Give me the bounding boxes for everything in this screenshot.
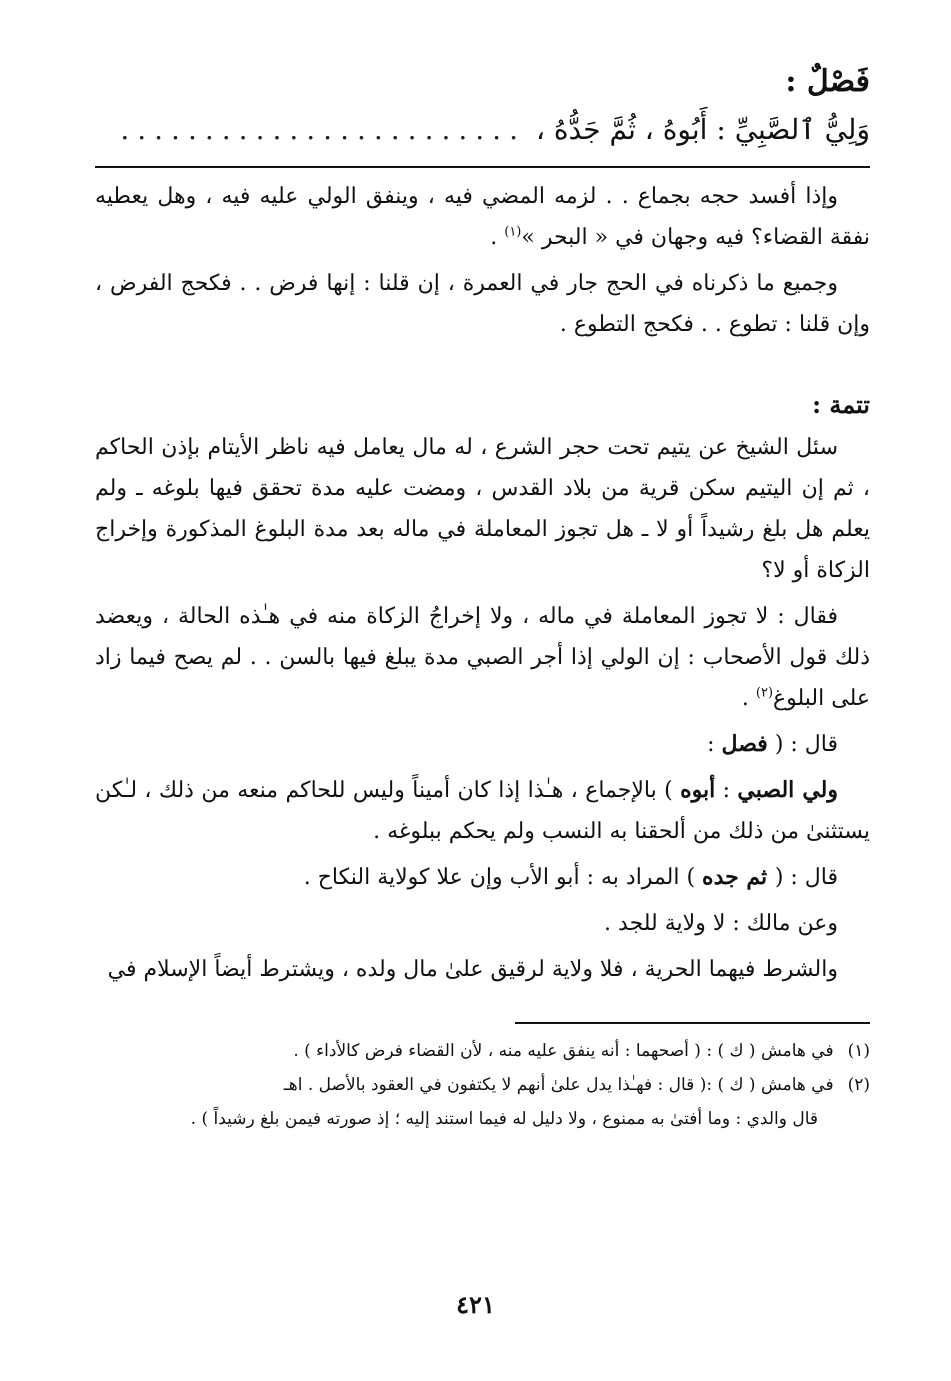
- footnote-ref-2[interactable]: (٢): [755, 685, 774, 701]
- paragraph-4-text: فقال : لا تجوز المعاملة في ماله ، ولا إخراجُ الزكاة منه في هـٰذه الحالة ، ويعضد ذلك قول الأصحاب : إن الولي إذا أجر الصبي مدة يبلغ فيها بالسن . . لم يصح فيما زاد على البلوغ: [95, 604, 870, 711]
- paragraph-3: سئل الشيخ عن يتيم تحت حجر الشرع ، له مال يعامل فيه ناظر الأيتام بإذن الحاكم ، ثم إن اليتيم سكن قرية من بلاد القدس ، ومضت عليه مدة تحقق فيها بلوغه ـ ولم يعلم هل بلغ رشيداً أو لا ـ هل تجوز المعاملة في ماله بعد مدة البلوغ المذكورة وإخراج الزكاة أو لا؟: [95, 435, 870, 583]
- footnote-2-number: (٢): [847, 1075, 870, 1095]
- footnote-2-continuation: قال والدي : وما أفتىٰ به ممنوع ، ولا دليل له فيما استند إليه ؛ إذ صورته فيمن بلغ رشيداً ) .: [190, 1109, 818, 1129]
- matn-heading: فَصْلٌ :: [785, 64, 870, 99]
- top-divider: [95, 166, 870, 168]
- paragraph-5: [95, 724, 870, 765]
- paragraph-5-text: قال : (: [774, 732, 838, 757]
- paragraph-6-sep: :: [715, 778, 738, 803]
- paragraph-6-bold-1: ولي الصبي: [737, 777, 838, 803]
- paragraph-6-bold-2: أبوه: [680, 777, 716, 803]
- page-content: [95, 60, 870, 1136]
- page-number: ٤٢١: [456, 1290, 495, 1319]
- paragraph-7-bold: ثم جده: [702, 864, 775, 890]
- paragraph-5-bold: فصل: [721, 731, 768, 757]
- footnote-divider: [515, 1022, 870, 1024]
- paragraph-1: [95, 176, 870, 258]
- matn-dots: ........................: [120, 113, 526, 146]
- paragraph-2: وجميع ما ذكرناه في الحج جار في العمرة ، إن قلنا : إنها فرض . . فكحج الفرض ، وإن قلنا : تطوع . . فكحج التطوع .: [95, 271, 870, 337]
- paragraph-9: والشرط فيهما الحرية ، فلا ولاية لرقيق علىٰ مال ولده ، ويشترط أيضاً الإسلام في: [107, 957, 838, 982]
- paragraph-4-end: .: [741, 686, 756, 711]
- footnote-2: [95, 1068, 870, 1102]
- footnotes: [95, 1034, 870, 1136]
- paragraph-5-end: :: [707, 732, 722, 757]
- section-subheading: تتمة :: [812, 390, 870, 419]
- footnote-1-number: (١): [847, 1041, 870, 1061]
- footnote-ref-1[interactable]: (١): [504, 224, 522, 240]
- paragraph-1-end: .: [490, 225, 505, 250]
- paragraph-8: وعن مالك : لا ولاية للجد .: [604, 911, 838, 936]
- footnote-1: [95, 1034, 870, 1068]
- paragraph-6-text: ) بالإجماع ، هـٰذا إذا كان أميناً وليس للحاكم منعه من ذلك ، لـٰكن يستثنىٰ من ذلك من ألحقنا به النسب ولم يحكم ببلوغه .: [95, 778, 870, 844]
- paragraph-6: [95, 770, 870, 852]
- footnote-1-text: في هامش ( ك ) : ( أصحهما : أنه ينفق عليه منه ، لأن القضاء فرض كالأداء ) .: [293, 1041, 834, 1061]
- paragraph-1-text: وإذا أفسد حجه بجماع . . لزمه المضي فيه ، وينفق الولي عليه فيه ، وهل يعطيه نفقة القضاء؟ فيه وجهان في « البحر »: [95, 184, 870, 250]
- footnote-2-text: في هامش ( ك ) :( قال : فهـٰذا يدل علىٰ أنهم لا يكتفون في العقود بالأصل . اهـ: [283, 1075, 834, 1095]
- paragraph-7-end: ) المراد به : أبو الأب وإن علا كولاية النكاح .: [303, 865, 703, 890]
- matn-line: [95, 104, 870, 156]
- paragraph-4: [95, 596, 870, 719]
- matn-text: وَلِيُّ ٱلصَّبِيِّ : أَبُوهُ ، ثُمَّ جَدُّهُ ،: [535, 113, 870, 146]
- paragraph-7: [95, 857, 870, 898]
- paragraph-7-text: قال : (: [774, 865, 838, 890]
